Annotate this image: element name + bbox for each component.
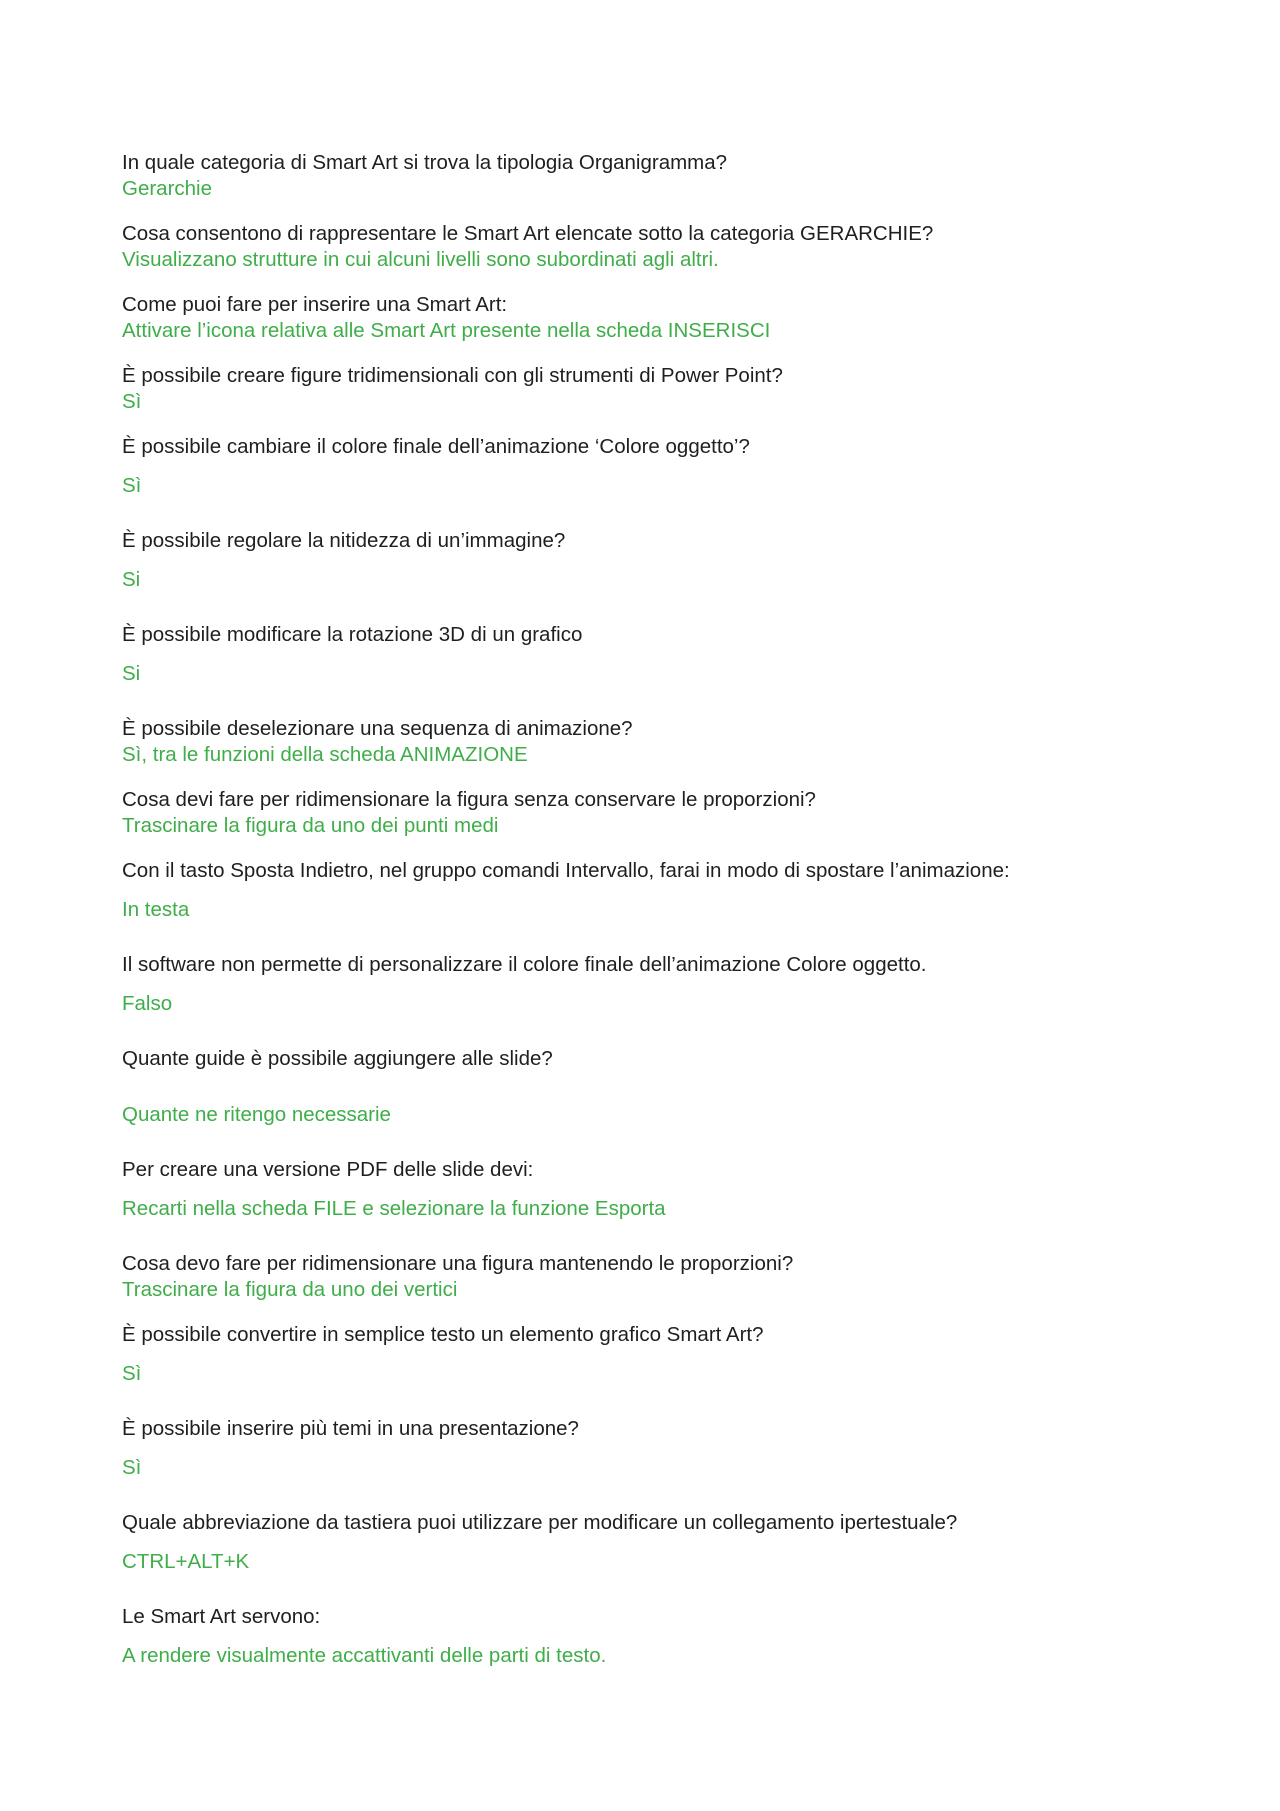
question-text: Cosa devi fare per ridimensionare la figura senza conservare le proporzioni? bbox=[122, 788, 816, 811]
answer-text: Falso bbox=[122, 992, 173, 1015]
qa-item bbox=[122, 292, 1242, 344]
answer-text: Sì bbox=[122, 474, 142, 497]
qa-item bbox=[122, 528, 1242, 593]
answer-text: Visualizzano strutture in cui alcuni livelli sono subordinati agli altri. bbox=[122, 248, 719, 271]
qa-item bbox=[122, 1157, 1242, 1222]
answer-text: Trascinare la figura da uno dei vertici bbox=[122, 1278, 458, 1301]
answer-text: Sì bbox=[122, 390, 142, 413]
qa-item bbox=[122, 1604, 1242, 1669]
answer-text: Sì bbox=[122, 1362, 142, 1385]
question-text: Per creare una versione PDF delle slide devi: bbox=[122, 1158, 534, 1181]
question-text: In quale categoria di Smart Art si trova la tipologia Organigramma? bbox=[122, 151, 728, 174]
question-text: Quale abbreviazione da tastiera puoi utilizzare per modificare un collegamento ipertestuale? bbox=[122, 1511, 958, 1534]
qa-item bbox=[122, 787, 1242, 839]
question-text: Le Smart Art servono: bbox=[122, 1605, 321, 1628]
qa-item bbox=[122, 952, 1242, 1017]
question-text: Come puoi fare per inserire una Smart Art: bbox=[122, 293, 508, 316]
question-text: Il software non permette di personalizzare il colore finale dell’animazione Colore oggetto. bbox=[122, 953, 927, 976]
qa-item bbox=[122, 858, 1242, 923]
qa-item bbox=[122, 1416, 1242, 1481]
answer-text: In testa bbox=[122, 898, 190, 921]
answer-text: CTRL+ALT+K bbox=[122, 1550, 250, 1573]
question-text: È possibile inserire più temi in una presentazione? bbox=[122, 1417, 579, 1440]
question-text: È possibile cambiare il colore finale dell’animazione ‘Colore oggetto’? bbox=[122, 435, 750, 458]
question-text: Cosa consentono di rappresentare le Smart Art elencate sotto la categoria GERARCHIE? bbox=[122, 222, 934, 245]
question-text: È possibile modificare la rotazione 3D di un grafico bbox=[122, 623, 583, 646]
question-text: È possibile creare figure tridimensionali con gli strumenti di Power Point? bbox=[122, 364, 783, 387]
answer-text: Sì bbox=[122, 1456, 142, 1479]
qa-item bbox=[122, 1251, 1242, 1303]
question-text: Cosa devo fare per ridimensionare una figura mantenendo le proporzioni? bbox=[122, 1252, 794, 1275]
question-text: È possibile regolare la nitidezza di un’immagine? bbox=[122, 529, 566, 552]
answer-text: Sì, tra le funzioni della scheda ANIMAZIONE bbox=[122, 743, 528, 766]
question-text: È possibile deselezionare una sequenza di animazione? bbox=[122, 717, 633, 740]
answer-text: Si bbox=[122, 662, 141, 685]
qa-item bbox=[122, 150, 1242, 202]
answer-text: Recarti nella scheda FILE e selezionare la funzione Esporta bbox=[122, 1197, 666, 1220]
qa-item bbox=[122, 434, 1242, 499]
answer-text: A rendere visualmente accattivanti delle parti di testo. bbox=[122, 1644, 607, 1667]
qa-item bbox=[122, 622, 1242, 687]
qa-item bbox=[122, 1322, 1242, 1387]
answer-text: Si bbox=[122, 568, 141, 591]
question-text: È possibile convertire in semplice testo un elemento grafico Smart Art? bbox=[122, 1323, 764, 1346]
answer-text: Gerarchie bbox=[122, 177, 213, 200]
qa-item bbox=[122, 1046, 1242, 1128]
qa-item bbox=[122, 716, 1242, 768]
qa-item bbox=[122, 363, 1242, 415]
question-text: Con il tasto Sposta Indietro, nel gruppo comandi Intervallo, farai in modo di spostare l’animazione: bbox=[122, 859, 1010, 882]
document-page bbox=[122, 150, 1242, 1698]
qa-item bbox=[122, 221, 1242, 273]
answer-text: Quante ne ritengo necessarie bbox=[122, 1103, 391, 1126]
answer-text: Attivare l’icona relativa alle Smart Art presente nella scheda INSERISCI bbox=[122, 319, 771, 342]
qa-item bbox=[122, 1510, 1242, 1575]
question-text: Quante guide è possibile aggiungere alle slide? bbox=[122, 1047, 553, 1070]
answer-text: Trascinare la figura da uno dei punti medi bbox=[122, 814, 499, 837]
